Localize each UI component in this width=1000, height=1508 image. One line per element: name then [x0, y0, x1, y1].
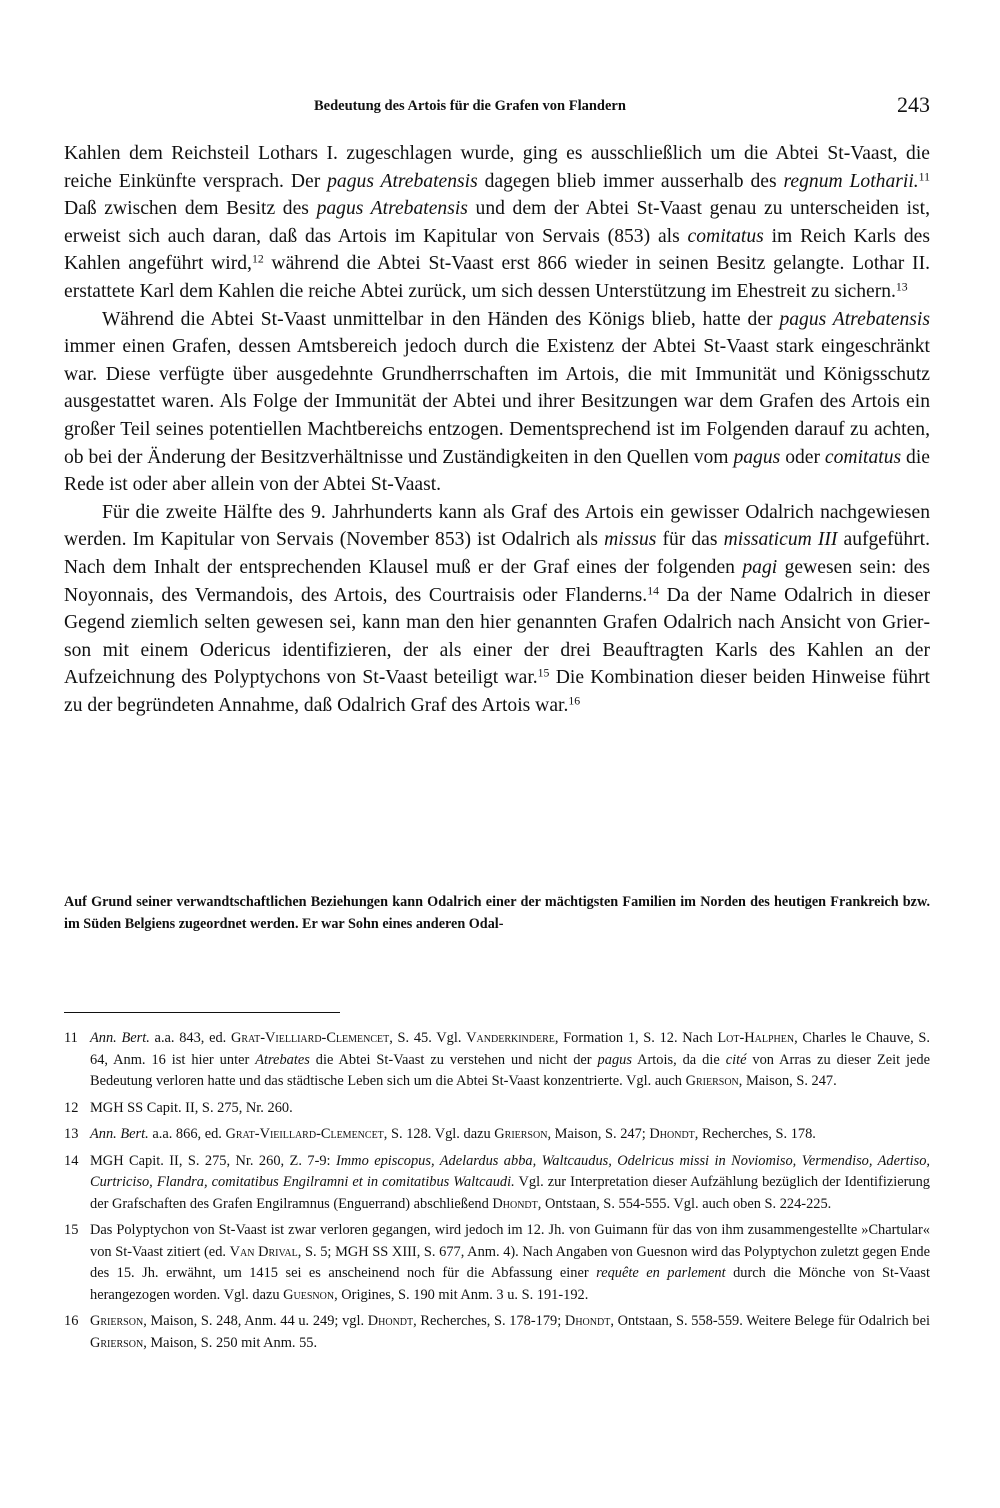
text-run: Artois, da die [631, 1051, 726, 1068]
author-name: Dhondt [564, 1313, 611, 1329]
author-name: Lot-Halphen [717, 1030, 795, 1046]
italic-term: missaticum III [723, 529, 838, 551]
author-name: Dhondt [367, 1313, 414, 1329]
italic-term: cité [725, 1051, 747, 1068]
footnote-16 [64, 1311, 930, 1354]
footnote-ref[interactable]: 15 [537, 666, 550, 680]
text-run: die Abtei St-Vaast zu verstehen und nicht der [309, 1051, 598, 1068]
footnote-12 [64, 1098, 930, 1120]
footnote-number: 13 [64, 1126, 79, 1142]
text-run: im Reich Karls des Kahlen angeführt wird, [64, 225, 930, 275]
italic-term: comitatus [687, 225, 764, 247]
text-run: die Rede ist oder aber allein von der Abtei St-Vaast. [64, 446, 930, 496]
italic-term: pagus Atrebatensis [327, 170, 478, 192]
italic-term: pagi [742, 556, 778, 578]
footnote-ref[interactable]: 11 [918, 170, 930, 184]
italic-term: comitatus [824, 446, 902, 468]
text-run: , Maison, S. 248, Anm. 44 u. 249; vgl. [143, 1313, 368, 1329]
text-run: von Arras zu dieser Zeit jede Bedeutung verloren hatte und das städtische Leben sich um die Abtei St-Vaast konzentrierte. Vgl. auch [90, 1051, 930, 1089]
text-run: , S. 128. Vgl. dazu [383, 1126, 495, 1142]
author-name: Van Drival [229, 1243, 298, 1260]
text-run: , Origines, S. 190 mit Anm. 3 u. S. 191-192. [334, 1286, 589, 1303]
text-run: , Maison, S. 250 mit Anm. 55. [143, 1334, 318, 1351]
text-run: Das Polyptychon von St-Vaast ist zwar verloren gegangen, wird jedoch im 12. Jh. von Guimann für das von ihm zusammengestellte »Chartular« von St-Vaast zitiert (ed. [90, 1222, 930, 1260]
text-run: , Maison, S. 247. [738, 1073, 837, 1089]
footnote-number: 14 [64, 1152, 79, 1169]
author-name: Dhondt [649, 1126, 695, 1142]
footnote-ref[interactable]: 16 [568, 694, 581, 708]
paragraph-1 [64, 140, 930, 306]
footnote-ref[interactable]: 12 [251, 252, 264, 266]
text-run: gewesen sein: des Noyonnais, des Vermandois, des Artois, des Courtraisis oder Flanderns. [64, 556, 930, 606]
small-print-text: Auf Grund seiner verwandtschaftlichen Beziehungen kann Odalrich einer der mächtigsten Familien im Norden des heutigen Frankreich bzw. im Süden Belgiens zugeordnet werden. Er war Sohn eines anderen Odal- [64, 894, 930, 932]
text-run: Für die zweite Hälfte des 9. Jahrhunderts kann als Graf des Artois ein gewisser Odalrich nachgewiesen werden. Im Kapitular von Servais (November 853) ist Odalrich als [64, 501, 930, 551]
footnote-number: 11 [64, 1030, 78, 1046]
author-name: Grat-Vieillard-Clemencet [225, 1126, 384, 1142]
footnote-15 [64, 1220, 930, 1306]
text-run: , S. 5; MGH SS XIII, S. 677, Anm. 4). Nach Angaben von Guesnon wird das Polyptychon zuletzt gegen Ende des 15. Jh. erwähnt, um 1415 sei es anscheinend noch für die Abfassung einer [90, 1243, 930, 1281]
author-name: Vanderkindere [466, 1030, 555, 1046]
text-run: dagegen blieb immer ausserhalb des [477, 170, 784, 192]
text-run: a.a. 843, ed. [149, 1030, 231, 1046]
footnotes [64, 1028, 930, 1359]
text-run: , S. 45. Vgl. [389, 1030, 467, 1046]
author-name: Grierson [685, 1073, 739, 1089]
italic-term: pagus [733, 446, 781, 468]
paragraph-3 [64, 499, 930, 720]
footnote-ref[interactable]: 13 [895, 280, 908, 294]
text-run: durch die Mönche von St-Vaast herangezogen worden. Vgl. dazu [90, 1265, 930, 1303]
italic-term: pagus Atrebatensis [779, 308, 930, 330]
footnote-11 [64, 1028, 930, 1093]
italic-term: missus [604, 529, 657, 551]
italic-term: Atrebates [255, 1051, 310, 1068]
footnote-14 [64, 1151, 930, 1216]
page-header [64, 94, 930, 120]
text-run: aufgeführt. Nach dem Inhalt der entsprechenden Klausel muß er der Graf eines der folgenden [64, 529, 930, 578]
text-run: Die Kombination dieser beiden Hinweise führt zu der begründeten Annahme, daß Odalrich Graf des Artois war. [64, 667, 930, 716]
footnote-number: 15 [64, 1222, 79, 1238]
italic-term: Ann. Bert. [90, 1030, 150, 1046]
text-run: MGH SS Capit. II, S. 275, Nr. 260. [90, 1099, 293, 1116]
text-run: Daß zwischen dem Besitz des [64, 198, 317, 220]
text-run: und dem der Abtei St-Vaast genau zu unterscheiden ist, erweist sich auch daran, daß das Artois im Kapitular von Servais (853) als [64, 198, 930, 247]
author-name: Guesnon [283, 1286, 335, 1303]
text-run: Da der Name Odalrich in dieser Gegend ziemlich selten gewesen sei, kann man den hier genannten Grafen Odalrich nach Ansicht von Grierson mit einem Odericus identifizieren, der als einer der drei Beauftragten Karls des Kahlen an der Aufzeichnung des Polyptychons von St-Vaast beteiligt war. [64, 584, 930, 689]
text-run: MGH Capit. II, S. 275, Nr. 260, Z. 7-9: [90, 1152, 336, 1169]
text-run: , Maison, S. 247; [547, 1126, 650, 1142]
author-name: Dhondt [492, 1195, 538, 1212]
text-run: , Recherches, S. 178. [694, 1126, 816, 1142]
footnote-ref[interactable]: 14 [647, 584, 659, 598]
footnote-13 [64, 1124, 930, 1146]
text-run: , Ontstaan, S. 554-555. Vgl. auch oben S. 224-225. [537, 1195, 832, 1212]
paragraph-2 [64, 306, 930, 499]
footnote-separator [64, 1012, 340, 1013]
footnote-number: 12 [64, 1099, 79, 1116]
text-run: , Charles le Chauve, S. 64, Anm. 16 ist hier unter [90, 1030, 930, 1068]
italic-term: regnum Lotharii. [783, 170, 919, 192]
text-run: a.a. 866, ed. [148, 1126, 226, 1142]
text-run: Kahlen dem Reichsteil Lothars I. zugeschlagen wurde, ging es ausschließlich um die Abtei St-Vaast, die reiche Einkünfte versprach. Der [64, 143, 930, 192]
page-number: 243 [897, 92, 930, 117]
text-run: oder [780, 446, 825, 468]
author-name: Grierson [90, 1313, 144, 1329]
text-run: immer einen Grafen, dessen Amtsbereich jedoch durch die Existenz der Abtei St-Vaast stark eingeschränkt war. Diese verfügte über ausgedehnte Grundherrschaften im Artois, die mit Immunität und Königsschutz ausgestattet waren. Als Folge der Immunität der Abtei und ihrer Besitzungen war dem Grafen des Artois ein großer Teil seines potentiellen Machtbereichs entzogen. Dementsprechend ist im Folgenden darauf zu achten, ob bei der Änderung der Besitzverhältnisse und Zuständigkeiten in den Quellen vom [64, 336, 930, 468]
footnote-number: 16 [64, 1313, 79, 1329]
text-run: , Recherches, S. 178-179; [413, 1313, 565, 1329]
text-run: , Ontstaan, S. 558-559. Weitere Belege für Odalrich bei [610, 1313, 930, 1329]
author-name: Grierson [90, 1334, 144, 1351]
italic-term: Ann. Bert. [90, 1126, 149, 1142]
author-name: Grierson [494, 1126, 548, 1142]
text-run: während die Abtei St-Vaast erst 866 wieder in seinen Besitz gelangte. Lothar II. erstattete Karl dem Kahlen die reiche Abtei zurück, um sich dessen Unterstützung im Ehestreit zu sichern. [64, 253, 930, 302]
text-run: , Formation 1, S. 12. Nach [554, 1030, 718, 1046]
italic-term: pagus [597, 1051, 632, 1068]
small-print-paragraph [64, 891, 930, 935]
running-title: Bedeutung des Artois für die Grafen von Flandern [314, 98, 626, 114]
text-run: Während die Abtei St-Vaast unmittelbar in den Händen des Königs blieb, hatte der [102, 308, 780, 330]
text-run: Vgl. zur Interpretation dieser Aufzählung bezüglich der Identifizierung der Grafschaften des Grafen Engilramnus (Enguerrand) abschließend [90, 1174, 930, 1212]
main-text [64, 140, 930, 719]
italic-term: pagus Atrebatensis [316, 198, 468, 220]
author-name: Grat-Vielliard-Clemencet [230, 1030, 390, 1046]
italic-quote: Immo episcopus, Adelardus abba, Waltcaudus, Odelricus missi in Noviomiso, Vermendiso, Adertiso, Curtriciso, Flandra, comitatibus Engilramni et in comitatibus Waltcaudi. [90, 1152, 930, 1190]
text-run: für das [656, 529, 724, 551]
italic-term: requête en parlement [596, 1265, 726, 1281]
